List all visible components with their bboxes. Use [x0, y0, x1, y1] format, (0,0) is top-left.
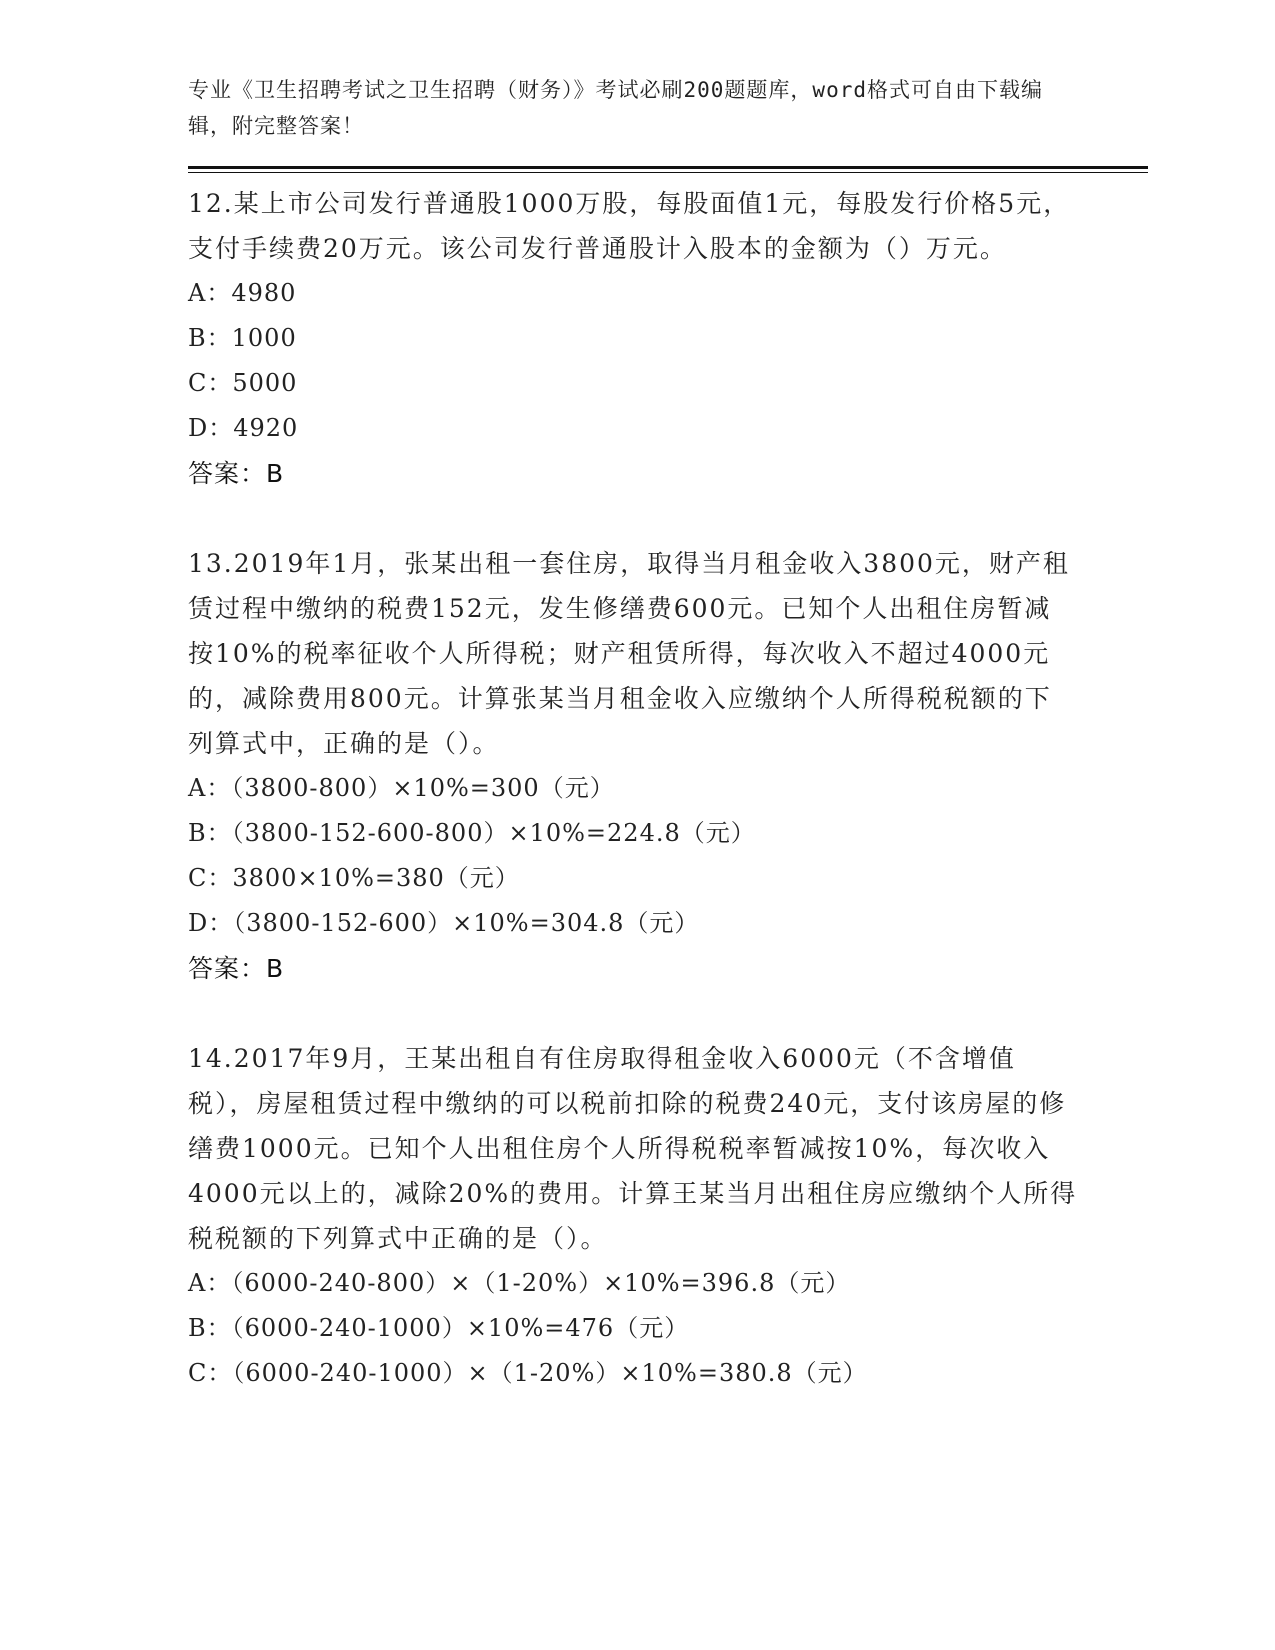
option-a: A：（6000-240-800）×（1-20%）×10%=396.8（元） — [188, 1269, 851, 1297]
option-d: D：4920 — [188, 414, 299, 442]
header-divider-thick — [188, 166, 1148, 169]
question-12 — [188, 181, 1078, 271]
option-b: B：1000 — [188, 324, 297, 352]
answer-line: 答案：B — [188, 459, 285, 488]
option-d: D：（3800-152-600）×10%=304.8（元） — [188, 909, 700, 937]
option-a: A：4980 — [188, 279, 297, 307]
answer-line: 答案：B — [188, 954, 285, 983]
question-text: 13.2019年1月，张某出租一套住房，取得当月租金收入3800元，财产租赁过程中缴纳的税费152元，发生修缮费600元。已知个人出租住房暂减按10%的税率征收个人所得税；财产租赁所得，每次收入不超过4000元的，减除费用800元。计算张某当月租金收入应缴纳个人所得税税额的下列算式中，正确的是（）。 — [188, 549, 1070, 758]
option-c: C：3800×10%=380（元） — [188, 864, 520, 892]
document-header: 专业《卫生招聘考试之卫生招聘（财务）》考试必刷200题题库，word格式可自由下载编辑，附完整答案！ — [188, 78, 1043, 138]
option-c: C：（6000-240-1000）×（1-20%）×10%=380.8（元） — [188, 1359, 868, 1387]
header-divider-thin — [188, 172, 1148, 173]
question-14 — [188, 1036, 1078, 1261]
option-a: A：（3800-800）×10%=300（元） — [188, 774, 615, 802]
question-text: 14.2017年9月，王某出租自有住房取得租金收入6000元（不含增值税），房屋租赁过程中缴纳的可以税前扣除的税费240元，支付该房屋的修缮费1000元。已知个人出租住房个人所得税税率暂减按10%，每次收入4000元以上的，减除20%的费用。计算王某当月出租住房应缴纳个人所得税税额的下列算式中正确的是（）。 — [188, 1044, 1078, 1253]
option-c: C：5000 — [188, 369, 298, 397]
option-b: B：（3800-152-600-800）×10%=224.8（元） — [188, 819, 756, 847]
question-13 — [188, 541, 1078, 766]
question-text: 12.某上市公司发行普通股1000万股，每股面值1元，每股发行价格5元，支付手续费20万元。该公司发行普通股计入股本的金额为（）万元。 — [188, 189, 1071, 263]
option-b: B：（6000-240-1000）×10%=476（元） — [188, 1314, 690, 1342]
document-page — [188, 72, 1148, 1396]
